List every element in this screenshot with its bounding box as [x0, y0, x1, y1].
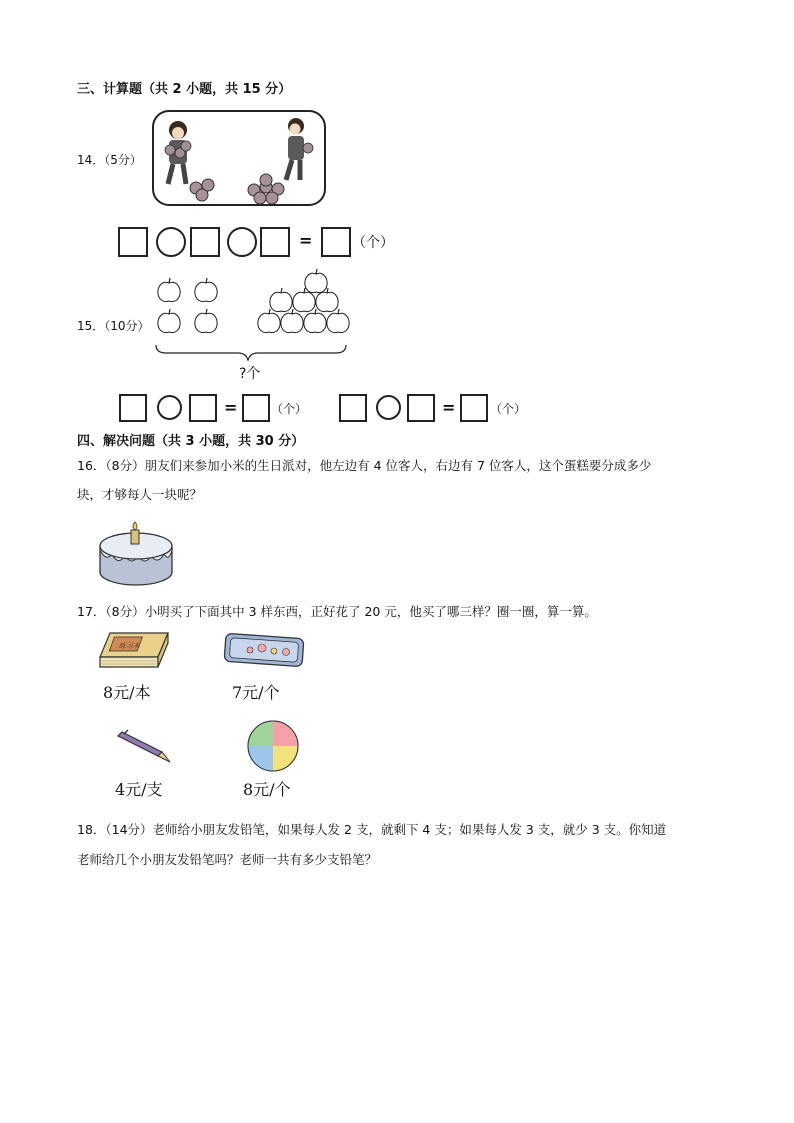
- q14-answer-box-1[interactable]: [118, 227, 148, 257]
- pen-icon: [114, 728, 176, 766]
- q15-eq2-box-1[interactable]: [339, 394, 367, 422]
- q15-eq2-result-box[interactable]: [460, 394, 488, 422]
- ball-icon: [245, 718, 301, 774]
- q15-eq2-unit: （个）: [490, 402, 527, 416]
- q14-operator-circle-1[interactable]: [156, 227, 186, 257]
- q18-text-line-2: 老师给几个小朋友发铅笔吗？老师一共有多少支铅笔？: [77, 852, 378, 867]
- q18-text-line-1: 18．（14分）老师给小朋友发铅笔，如果每人发 2 支，就剩下 4 支；如果每人发 3 支，就少 3 支。你知道: [77, 822, 667, 837]
- q15-eq1-unit: （个）: [271, 402, 308, 416]
- q15-eq1-equals-sign: =: [224, 398, 238, 417]
- price-pencil-case: 7元/个: [232, 683, 280, 702]
- q14-answer-box-2[interactable]: [190, 227, 220, 257]
- q15-brace-label: ?个: [239, 366, 261, 382]
- q14-unit: （个）: [352, 235, 394, 251]
- birthday-cake-icon: [98, 520, 178, 588]
- workbook-icon: [96, 627, 172, 675]
- apples-picture: [150, 266, 355, 366]
- q15-eq2-operator-circle[interactable]: [376, 395, 401, 420]
- q15-eq1-operator-circle[interactable]: [157, 395, 182, 420]
- q14-result-box[interactable]: [321, 227, 351, 257]
- section-3-title: 三、计算题（共 2 小题，共 15 分）: [77, 82, 292, 97]
- price-ball: 8元/个: [243, 780, 291, 799]
- q14-equals-sign: =: [299, 231, 313, 250]
- q16-text-line-2: 块，才够每人一块呢？: [77, 487, 203, 502]
- ball-moving-picture: [150, 108, 330, 208]
- q15-eq2-box-2[interactable]: [407, 394, 435, 422]
- workbook-cover-label: 练习本: [117, 641, 142, 650]
- price-pen: 4元/支: [115, 780, 163, 799]
- q15-eq1-box-1[interactable]: [119, 394, 147, 422]
- pencil-case-icon: [222, 632, 306, 670]
- q14-answer-box-3[interactable]: [260, 227, 290, 257]
- q16-text-line-1: 16．（8分）朋友们来参加小米的生日派对，他左边有 4 位客人，右边有 7 位客人，这个蛋糕要分成多少: [77, 458, 652, 473]
- q17-text: 17．（8分）小明买了下面其中 3 样东西，正好花了 20 元，他买了哪三样？圈一圈，算一算。: [77, 604, 597, 619]
- q15-eq1-box-2[interactable]: [189, 394, 217, 422]
- q14-number: 14．（5分）: [77, 153, 142, 167]
- section-4-title: 四、解决问题（共 3 小题，共 30 分）: [77, 434, 305, 449]
- q15-eq2-equals-sign: =: [442, 398, 456, 417]
- price-workbook: 8元/本: [103, 683, 151, 702]
- q15-eq1-result-box[interactable]: [242, 394, 270, 422]
- q14-operator-circle-2[interactable]: [227, 227, 257, 257]
- q15-number: 15．（10分）: [77, 319, 150, 333]
